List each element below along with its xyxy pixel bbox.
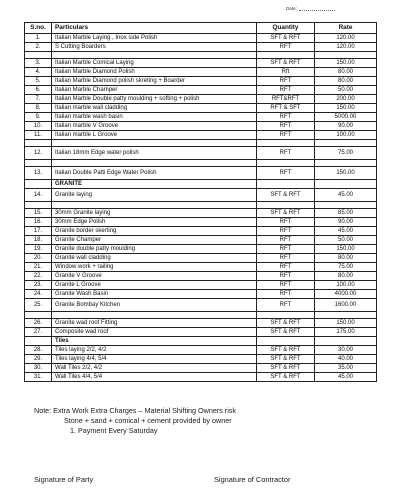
table-spacer-row	[25, 312, 377, 319]
row-particular: Granite L Groove	[52, 281, 257, 290]
table-spacer-row	[25, 140, 377, 147]
row-particular: Wall Tiles 2/2, 4/2	[52, 364, 257, 373]
table-row	[25, 95, 377, 104]
row-quantity: RFT	[257, 254, 315, 263]
table-row	[25, 245, 377, 254]
row-rate: 30.00	[315, 346, 377, 355]
table-row	[25, 236, 377, 245]
spacer-cell	[257, 312, 315, 319]
row-rate: 45.00	[315, 189, 377, 202]
row-rate: 90.00	[315, 218, 377, 227]
row-particular: Italian Marble Champer	[52, 86, 257, 95]
row-sno: 17.	[25, 227, 52, 236]
row-rate: 90.00	[315, 122, 377, 131]
row-particular: Italian Marble Double patty moulding + softing + polish	[52, 95, 257, 104]
row-quantity: SFT & RFT	[257, 209, 315, 218]
table-row	[25, 209, 377, 218]
row-sno: 5.	[25, 77, 52, 86]
row-rate: 80.00	[315, 77, 377, 86]
row-quantity: RFT	[257, 281, 315, 290]
row-sno: 4.	[25, 68, 52, 77]
row-quantity: RFT	[257, 299, 315, 312]
table-body	[25, 34, 377, 382]
row-sno: 3.	[25, 59, 52, 68]
row-rate: 120.00	[315, 34, 377, 43]
table-row	[25, 263, 377, 272]
row-sno: 24.	[25, 290, 52, 299]
section-rate-cell	[315, 337, 377, 346]
table-spacer-row	[25, 52, 377, 59]
row-particular: Wall Tiles 4/4, 5/4	[52, 373, 257, 382]
row-quantity: RFT	[257, 272, 315, 281]
row-sno: 6.	[25, 86, 52, 95]
row-rate: 75.00	[315, 263, 377, 272]
row-particular: Composite wad roof	[52, 328, 257, 337]
table-row	[25, 272, 377, 281]
row-particular: 30mm Granite laying	[52, 209, 257, 218]
spacer-cell	[25, 140, 52, 147]
signature-of-contractor: Signature of Contractor	[214, 475, 291, 484]
row-quantity: SFT & RFT	[257, 319, 315, 328]
row-sno: 31.	[25, 373, 52, 382]
spacer-cell	[315, 312, 377, 319]
row-particular: Granite Champer	[52, 236, 257, 245]
row-particular: 30mm Edge Polish	[52, 218, 257, 227]
row-sno: 22.	[25, 272, 52, 281]
table-row	[25, 167, 377, 180]
spacer-cell	[52, 160, 257, 167]
header-particulars: Particulars	[52, 23, 257, 34]
row-quantity: RFT	[257, 263, 315, 272]
row-rate: 75.00	[315, 147, 377, 160]
row-rate: 50.00	[315, 236, 377, 245]
spacer-cell	[315, 52, 377, 59]
row-quantity: RFT	[257, 167, 315, 180]
row-rate: 4000.00	[315, 290, 377, 299]
row-quantity: SFT & RFT	[257, 355, 315, 364]
row-rate: 85.00	[315, 209, 377, 218]
table-row	[25, 373, 377, 382]
row-particular: Granite wall cladding	[52, 254, 257, 263]
table-row	[25, 281, 377, 290]
table-spacer-row	[25, 160, 377, 167]
row-quantity: SFT & RFT	[257, 34, 315, 43]
date-label: Date:	[286, 6, 297, 11]
note-line-1: Note: Extra Work Extra Charges – Material Shifting Owners risk	[34, 406, 236, 415]
table-header-row	[25, 23, 377, 34]
row-particular: Granite Bombay Kitchen	[52, 299, 257, 312]
note-line-2: Stone + sand + comical + cement provided by owner	[64, 416, 232, 425]
section-title: GRANITE	[52, 180, 257, 189]
row-rate: 150.00	[315, 319, 377, 328]
row-quantity: SFT & RFT	[257, 373, 315, 382]
table-row	[25, 86, 377, 95]
row-particular: Italian marble V Groove	[52, 122, 257, 131]
row-sno: 20.	[25, 254, 52, 263]
row-quantity: RFT	[257, 131, 315, 140]
row-rate: 35.00	[315, 364, 377, 373]
signature-of-party: Signature of Party	[34, 475, 94, 484]
spacer-cell	[25, 202, 52, 209]
row-sno: 13.	[25, 167, 52, 180]
row-sno: 26.	[25, 319, 52, 328]
row-particular: Tiles laying 4/4, 5/4	[52, 355, 257, 364]
spacer-cell	[52, 202, 257, 209]
row-rate: 80.00	[315, 68, 377, 77]
spacer-cell	[315, 202, 377, 209]
row-sno: 25.	[25, 299, 52, 312]
row-quantity: SFT & RFT	[257, 328, 315, 337]
note-block	[34, 406, 236, 436]
table-row	[25, 113, 377, 122]
row-quantity: SFT & RFT	[257, 59, 315, 68]
row-particular: Italian 18mm Edge water polish	[52, 147, 257, 160]
table-row	[25, 189, 377, 202]
spacer-cell	[257, 52, 315, 59]
row-particular: Italian Double Patti Edge Water Polish	[52, 167, 257, 180]
table-row	[25, 319, 377, 328]
row-quantity: RFT	[257, 236, 315, 245]
row-quantity: RFT	[257, 113, 315, 122]
row-sno: 23.	[25, 281, 52, 290]
row-rate: 1600.00	[315, 299, 377, 312]
table-row	[25, 364, 377, 373]
spacer-cell	[25, 160, 52, 167]
spacer-cell	[52, 52, 257, 59]
row-quantity: RFT&RFT	[257, 95, 315, 104]
row-quantity: Rft	[257, 68, 315, 77]
row-rate: 120.00	[315, 43, 377, 52]
row-quantity: RFT	[257, 122, 315, 131]
table-row	[25, 227, 377, 236]
spacer-cell	[315, 160, 377, 167]
spacer-cell	[52, 312, 257, 319]
section-qty-cell	[257, 337, 315, 346]
tiles-section-header	[25, 337, 377, 346]
table-row	[25, 254, 377, 263]
row-rate: 50.00	[315, 86, 377, 95]
row-rate: 175.00	[315, 328, 377, 337]
row-rate: 40.00	[315, 355, 377, 364]
row-particular: Granite border skerting	[52, 227, 257, 236]
row-sno: 7.	[25, 95, 52, 104]
row-particular: Italian marble wall cladding	[52, 104, 257, 113]
section-sno-cell	[25, 180, 52, 189]
section-rate-cell	[315, 180, 377, 189]
note-line-3: 1. Payment Every Saturday	[70, 426, 158, 435]
spacer-cell	[257, 202, 315, 209]
header-sno: S.no.	[25, 23, 52, 34]
row-particular: Italian Marble Diamond Polish	[52, 68, 257, 77]
row-quantity: RFT	[257, 43, 315, 52]
row-rate: 80.00	[315, 254, 377, 263]
row-sno: 21.	[25, 263, 52, 272]
row-quantity: RFT	[257, 147, 315, 160]
table-row	[25, 68, 377, 77]
table-row	[25, 299, 377, 312]
row-sno: 18.	[25, 236, 52, 245]
row-rate: 100.00	[315, 281, 377, 290]
row-sno: 2.	[25, 43, 52, 52]
row-rate: 200.00	[315, 95, 377, 104]
date-blank-line	[299, 10, 335, 11]
row-particular: Granite laying	[52, 189, 257, 202]
row-particular: S Cutting Boarders	[52, 43, 257, 52]
section-qty-cell	[257, 180, 315, 189]
table-row	[25, 59, 377, 68]
row-particular: Italian marble wash basin	[52, 113, 257, 122]
spacer-cell	[25, 52, 52, 59]
row-sno: 16.	[25, 218, 52, 227]
spacer-cell	[52, 140, 257, 147]
row-rate: 150.00	[315, 167, 377, 180]
row-sno: 1.	[25, 34, 52, 43]
row-particular: Italian marble L Groove	[52, 131, 257, 140]
row-quantity: SFT & RFT	[257, 189, 315, 202]
row-rate: 80.00	[315, 272, 377, 281]
row-sno: 10.	[25, 122, 52, 131]
rates-table	[24, 22, 377, 382]
header-rate: Rate	[315, 23, 377, 34]
section-sno-cell	[25, 337, 52, 346]
table-row	[25, 346, 377, 355]
row-quantity: RFT	[257, 290, 315, 299]
table-row	[25, 34, 377, 43]
row-quantity: RFT	[257, 77, 315, 86]
row-quantity: SFT & RFT	[257, 346, 315, 355]
table-row	[25, 328, 377, 337]
table-row	[25, 104, 377, 113]
row-particular: Italian Marble Laying , Inox side Polish	[52, 34, 257, 43]
row-sno: 27.	[25, 328, 52, 337]
row-sno: 11.	[25, 131, 52, 140]
row-particular: Italian Marble Comical Laying	[52, 59, 257, 68]
row-particular: Italian Marble Diamond polish skreting + Boarder	[52, 77, 257, 86]
row-rate: 150.00	[315, 104, 377, 113]
row-sno: 15.	[25, 209, 52, 218]
table-row	[25, 355, 377, 364]
row-particular: Tiles laying 2/2, 4/2	[52, 346, 257, 355]
row-particular: Window work + railing	[52, 263, 257, 272]
table-row	[25, 43, 377, 52]
table-row	[25, 77, 377, 86]
table-row	[25, 290, 377, 299]
row-sno: 19.	[25, 245, 52, 254]
table-row	[25, 122, 377, 131]
row-sno: 8.	[25, 104, 52, 113]
row-particular: Granite wad roof Fitting	[52, 319, 257, 328]
header-quantity: Quantity	[257, 23, 315, 34]
row-quantity: RFT	[257, 227, 315, 236]
row-quantity: RFT	[257, 218, 315, 227]
date-field	[286, 6, 335, 11]
row-particular: Granite Wash Basin	[52, 290, 257, 299]
row-particular: Granite V Groove	[52, 272, 257, 281]
section-title: Tiles	[52, 337, 257, 346]
table-row	[25, 218, 377, 227]
table-row	[25, 147, 377, 160]
row-sno: 28.	[25, 346, 52, 355]
granite-section-header	[25, 180, 377, 189]
table-spacer-row	[25, 202, 377, 209]
row-sno: 12.	[25, 147, 52, 160]
row-rate: 45.00	[315, 373, 377, 382]
row-quantity: SFT & RFT	[257, 364, 315, 373]
row-rate: 150.00	[315, 59, 377, 68]
row-rate: 5000.00	[315, 113, 377, 122]
row-particular: Granite double patty moulding	[52, 245, 257, 254]
spacer-cell	[25, 312, 52, 319]
row-sno: 30.	[25, 364, 52, 373]
spacer-cell	[257, 160, 315, 167]
spacer-cell	[315, 140, 377, 147]
spacer-cell	[257, 140, 315, 147]
row-sno: 14.	[25, 189, 52, 202]
row-sno: 9.	[25, 113, 52, 122]
row-quantity: RFT	[257, 245, 315, 254]
table-row	[25, 131, 377, 140]
row-sno: 29.	[25, 355, 52, 364]
row-rate: 45.00	[315, 227, 377, 236]
row-quantity: RFT	[257, 86, 315, 95]
row-quantity: RFT & SFT	[257, 104, 315, 113]
row-rate: 100.00	[315, 131, 377, 140]
row-rate: 150.00	[315, 245, 377, 254]
